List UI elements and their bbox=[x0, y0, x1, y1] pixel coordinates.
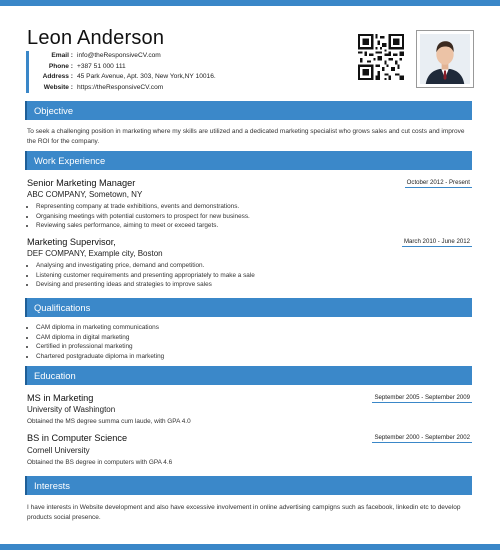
address-value: 45 Park Avenue, Apt. 303, New York,NY 10016. bbox=[77, 73, 216, 81]
objective-text: To seek a challenging position in marketing where my skills are utilized and a dedicated marketing specialist who grows sales and cut costs and improve the ROI for the company. bbox=[27, 128, 465, 145]
list-item: • Reviewing sales performance, aiming to meet or exceed targets. bbox=[36, 221, 466, 231]
contact-label: Website : bbox=[43, 83, 73, 91]
education-dates: September 2000 - September 2002 bbox=[374, 434, 470, 441]
phone-value: +387 51 000 111 bbox=[77, 62, 126, 70]
job-company: ABC COMPANY, Sometown, NY bbox=[27, 190, 143, 199]
degree-description: Obtained the BS degree in computers with GPA 4.6 bbox=[27, 459, 173, 466]
school-name: University of Washington bbox=[27, 405, 116, 414]
degree-description: Obtained the MS degree summa cum laude, with GPA 4.0 bbox=[27, 418, 191, 425]
list-item: • Organising meetings with potential customers to prospect for new business. bbox=[36, 212, 466, 222]
email-link[interactable]: info@theResponsiveCV.com bbox=[77, 52, 161, 59]
bottom-accent-bar bbox=[0, 544, 500, 550]
school-name: Cornell University bbox=[27, 446, 90, 455]
job-dates: March 2010 - June 2012 bbox=[403, 238, 470, 245]
list-item: • Chartered postgraduate diploma in marketing bbox=[36, 352, 466, 362]
contact-website bbox=[35, 83, 216, 94]
degree-title: MS in Marketing bbox=[27, 393, 94, 403]
list-item: • CAM diploma in marketing communications bbox=[36, 323, 466, 333]
section-header-objective: Objective bbox=[25, 101, 472, 120]
avatar bbox=[420, 34, 470, 84]
contact-phone bbox=[35, 62, 216, 73]
contact-label: Address : bbox=[42, 73, 73, 81]
section-header-work-experience: Work Experience bbox=[25, 151, 472, 170]
top-accent-bar bbox=[0, 0, 500, 6]
contact-block bbox=[26, 51, 216, 93]
interests-text: I have interests in Website development and also have excessive involvement in online advertising campigns such as facebook, linkedin etc to develop products social presence. bbox=[27, 504, 461, 521]
list-item: • Listening customer requirements and presenting appropriately to make a sale bbox=[36, 271, 466, 281]
contact-email bbox=[35, 51, 216, 62]
list-item: • Analysing and investigating price, demand and competition. bbox=[36, 261, 466, 271]
education-dates: September 2005 - September 2009 bbox=[374, 394, 470, 401]
contact-label: Email : bbox=[51, 52, 73, 59]
qr-code-icon bbox=[358, 34, 404, 80]
website-link[interactable]: https://theResponsiveCV.com bbox=[77, 83, 164, 91]
list-item: • Certified in professional marketing bbox=[36, 342, 466, 352]
job-title: Marketing Supervisor, bbox=[27, 237, 116, 247]
contact-label: Phone : bbox=[48, 62, 73, 70]
job-duties-list bbox=[27, 202, 466, 231]
section-header-qualifications: Qualifications bbox=[25, 298, 472, 317]
qualifications-list bbox=[27, 323, 466, 361]
section-header-education: Education bbox=[25, 366, 472, 385]
job-company: DEF COMPANY, Example city, Boston bbox=[27, 249, 163, 258]
list-item: • CAM diploma in digital marketing bbox=[36, 333, 466, 343]
list-item: • Devising and presenting ideas and strategies to improve sales bbox=[36, 280, 466, 290]
candidate-name: Leon Anderson bbox=[27, 27, 165, 49]
job-duties-list bbox=[27, 261, 466, 290]
profile-photo bbox=[416, 30, 474, 88]
list-item: • Representing company at trade exhibitions, events and demonstrations. bbox=[36, 202, 466, 212]
job-title: Senior Marketing Manager bbox=[27, 178, 136, 188]
degree-title: BS in Computer Science bbox=[27, 433, 128, 443]
section-header-interests: Interests bbox=[25, 476, 472, 495]
contact-address bbox=[35, 72, 216, 83]
job-dates: October 2012 - Present bbox=[406, 179, 470, 186]
